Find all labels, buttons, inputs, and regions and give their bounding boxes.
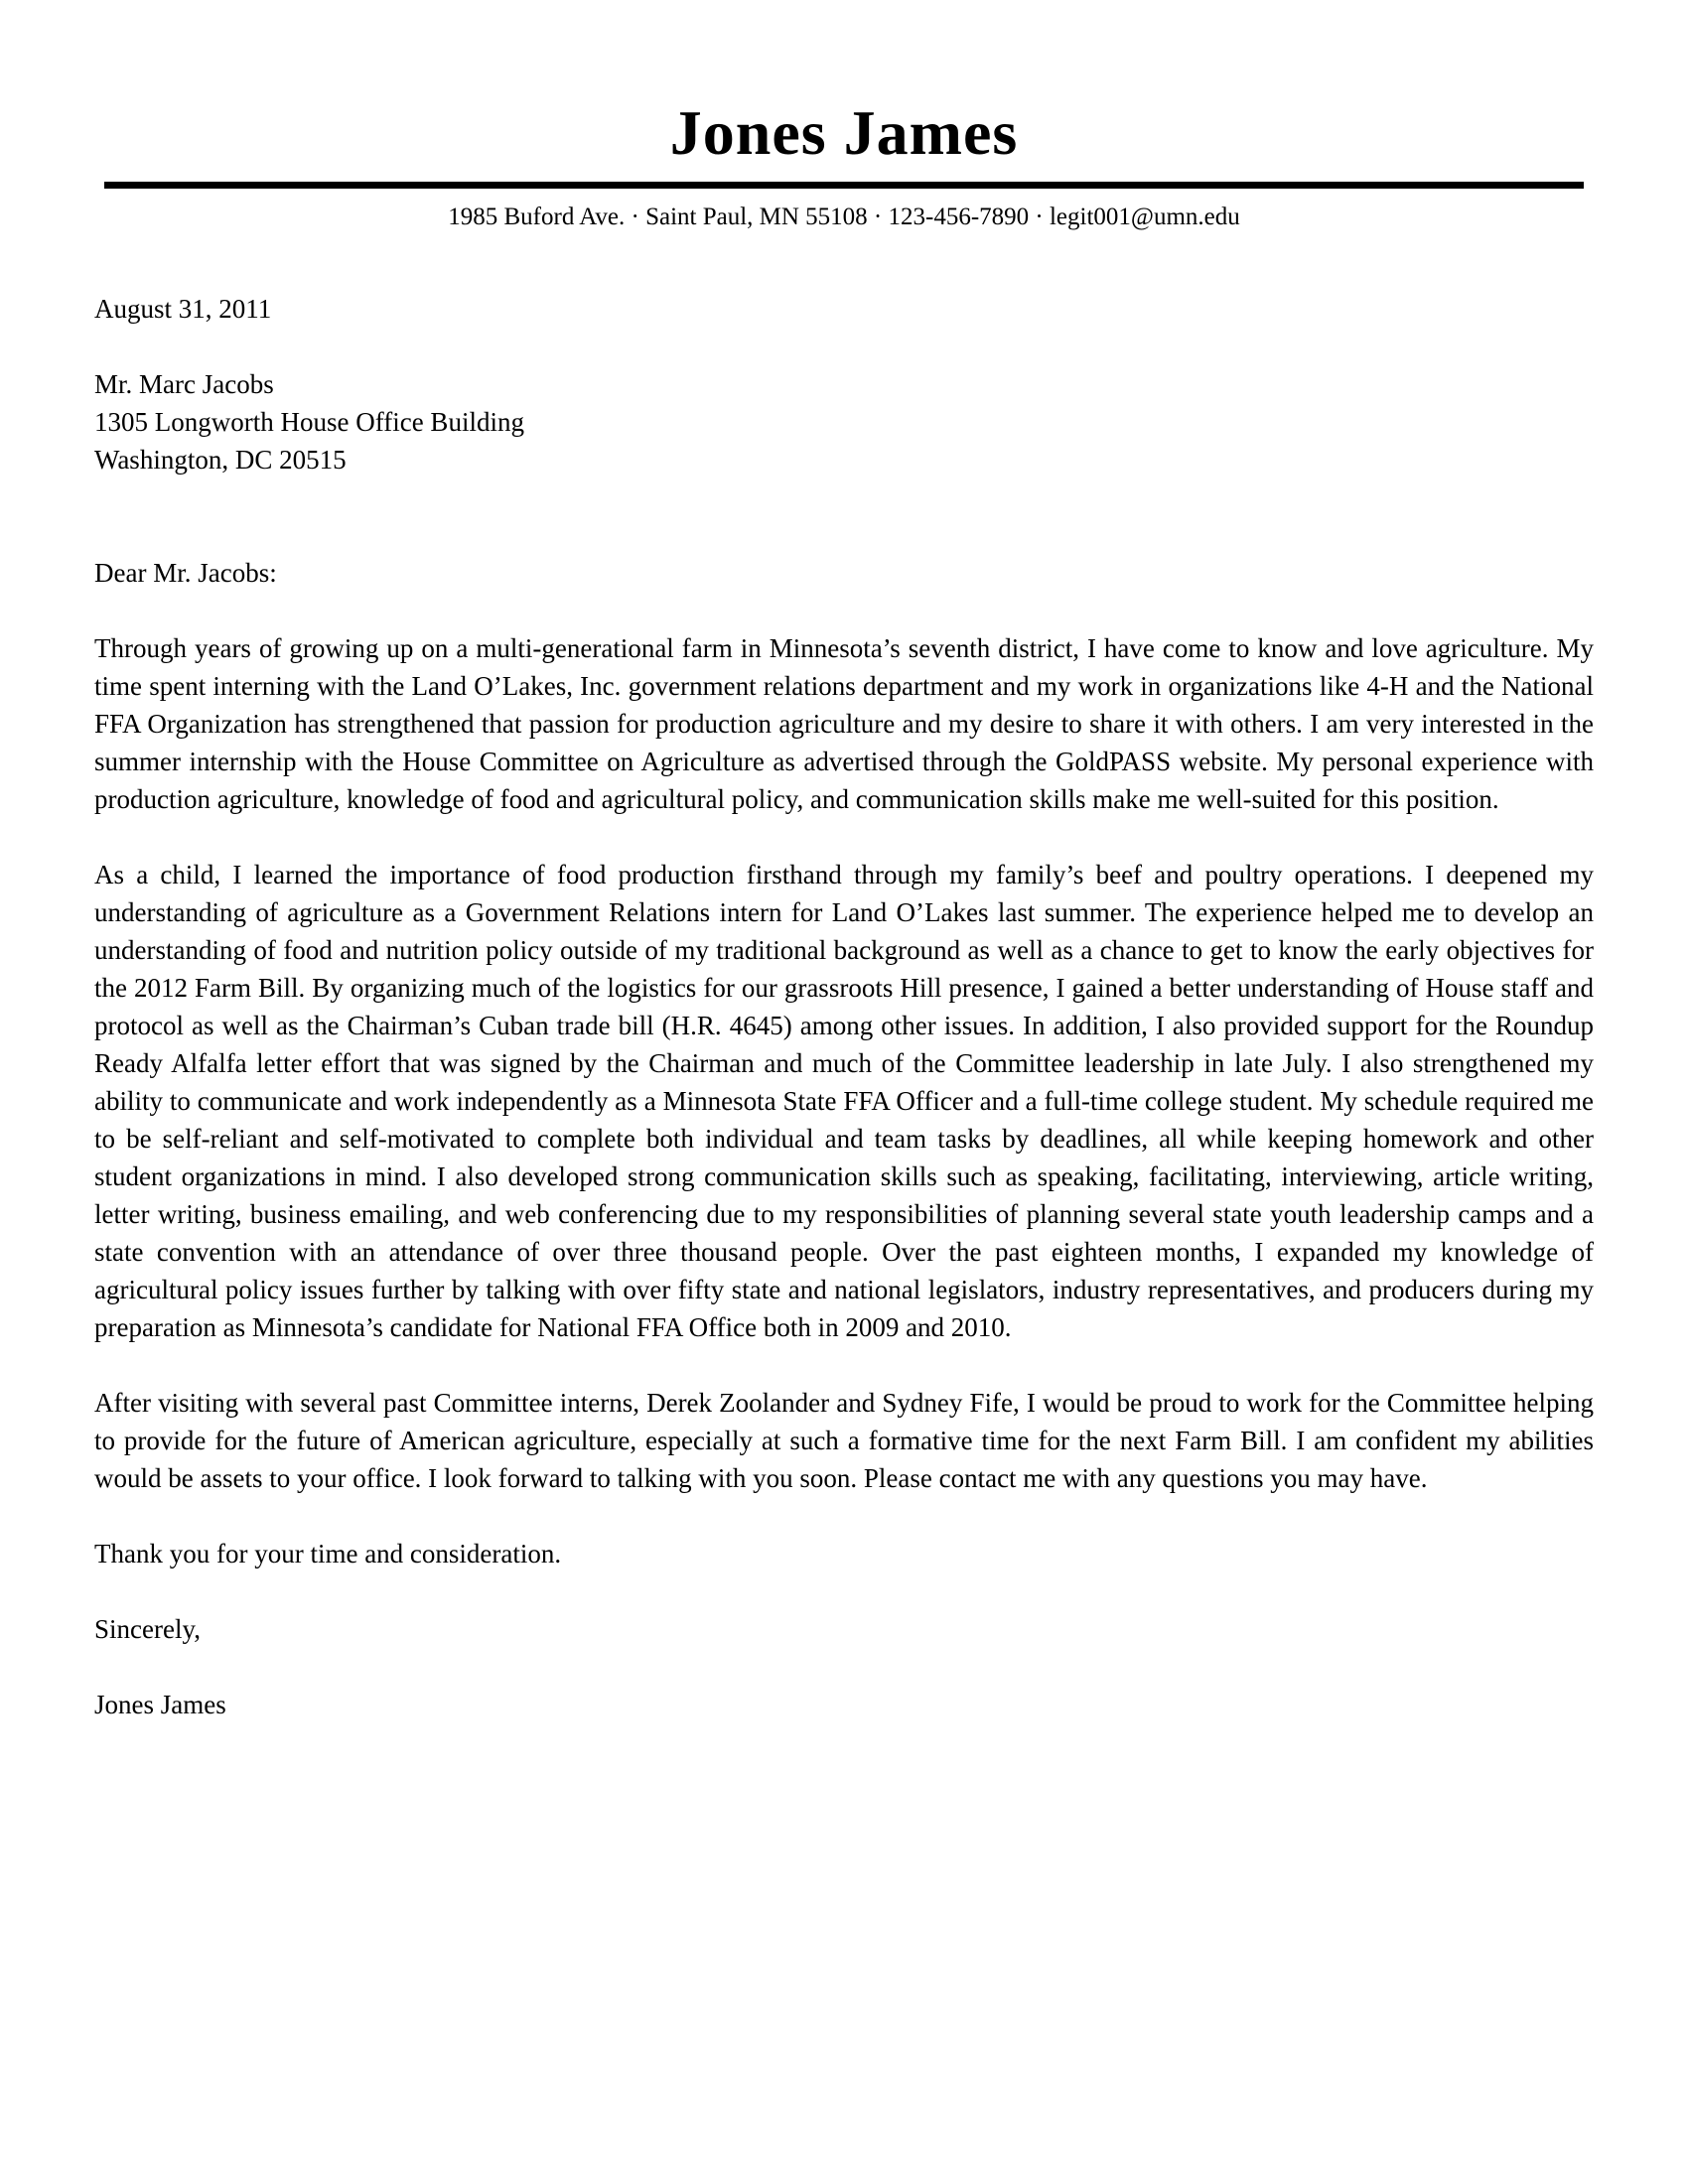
signature-name: Jones James [94, 1690, 226, 1720]
letter-body [94, 290, 1594, 1723]
closing-line: Sincerely, [94, 1614, 201, 1645]
salutation: Dear Mr. Jacobs: [94, 558, 277, 589]
recipient-name: Mr. Marc Jacobs [94, 369, 274, 400]
letterhead-name: Jones James [669, 97, 1019, 168]
letterhead [94, 99, 1594, 232]
recipient-block [94, 365, 1594, 478]
recipient-address-line2: Washington, DC 20515 [94, 445, 347, 476]
recipient-address-line1: 1305 Longworth House Office Building [94, 407, 524, 438]
date-line: August 31, 2011 [94, 294, 272, 325]
body-paragraph-1: Through years of growing up on a multi-generational farm in Minnesota’s seventh district, I have come to know and love agriculture. My time spent interning with the Land O’Lakes, Inc. government relations department and my work in organizations like 4-H and the National FFA Organization has strengthened that passion for production agriculture and my desire to share it with others. I am very interested in the summer internship with the House Committee on Agriculture as advertised through the GoldPASS website. My personal experience with production agriculture, knowledge of food and agricultural policy, and communication skills make me well-suited for this position. [94, 633, 1594, 815]
body-paragraph-2: As a child, I learned the importance of food production firsthand through my family’s beef and poultry operations. I deepened my understanding of agriculture as a Government Relations intern for Land O’Lakes last summer. The experience helped me to develop an understanding of food and nutrition policy outside of my traditional background as well as a chance to get to know the early objectives for the 2012 Farm Bill. By organizing much of the logistics for our grassroots Hill presence, I gained a better understanding of House staff and protocol as well as the Chairman’s Cuban trade bill (H.R. 4645) among other issues. In addition, I also provided support for the Roundup Ready Alfalfa letter effort that was signed by the Chairman and much of the Committee leadership in late July. I also strengthened my ability to communicate and work independently as a Minnesota State FFA Officer and a full-time college student. My schedule required me to be self-reliant and self-motivated to complete both individual and team tasks by deadlines, all while keeping homework and other student organizations in mind. I also developed strong communication skills such as speaking, facilitating, interviewing, article writing, letter writing, business emailing, and web conferencing due to my responsibilities of planning several state youth leadership camps and a state convention with an attendance of over three thousand people. Over the past eighteen months, I expanded my knowledge of agricultural policy issues further by talking with over fifty state and national legislators, industry representatives, and producers during my preparation as Minnesota’s candidate for National FFA Office both in 2009 and 2010. [94, 860, 1594, 1343]
letterhead-rule [104, 182, 1584, 189]
thanks-line: Thank you for your time and consideration. [94, 1539, 562, 1570]
letterhead-contact-line: 1985 Buford Ave. · Saint Paul, MN 55108 · 123-456-7890 · legit001@umn.edu [448, 204, 1240, 231]
body-paragraph-3: After visiting with several past Committee interns, Derek Zoolander and Sydney Fife, I would be proud to work for the Committee helping to provide for the future of American agriculture, especially at such a formative time for the next Farm Bill. I am confident my abilities would be assets to your office. I look forward to talking with you soon. Please contact me with any questions you may have. [94, 1388, 1594, 1494]
